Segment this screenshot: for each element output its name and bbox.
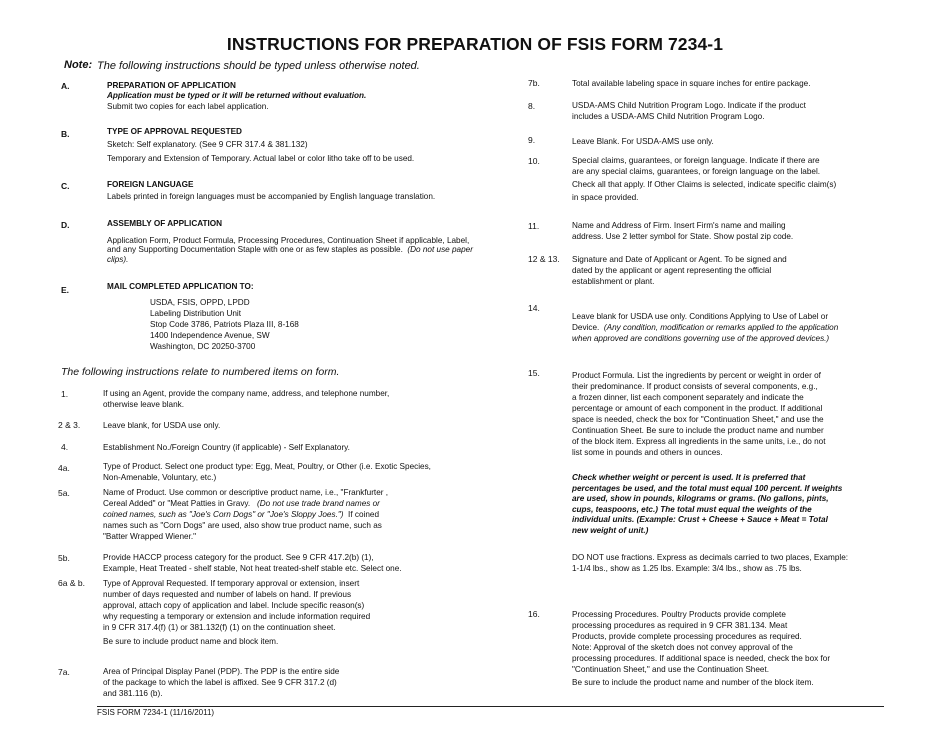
address-line: Stop Code 3786, Patriots Plaza III, 8-168 [150, 320, 299, 329]
item-4-text: Establishment No./Foreign Country (if applicable) - Self Explanatory. [103, 443, 350, 452]
note-text: The following instructions should be typed unless otherwise noted. [97, 60, 420, 72]
footer-rule [97, 706, 884, 707]
item-2-3-label: 2 & 3. [58, 420, 81, 430]
item-4a-label: 4a. [58, 463, 70, 473]
section-c-heading: FOREIGN LANGUAGE [107, 180, 194, 189]
item-15-weight-note: Check whether weight or percent is used. It is preferred that percentages be used, and the total must equal 100 percent. If weights are used, show in pounds, kilograms or grams. (No gallons, pints, cups, teaspoons, etc.) The total must equal the weights of the individual units. (Example: Crust + Cheese + Sauce + Meat = Total new weight of unit.) [572, 473, 843, 535]
item-14-text: Leave blank for USDA use only. Conditions Applying to Use of Label or Device. (Any condition, modification or remarks applied to the application when approved are conditions governing use of the approved devices.) [572, 312, 839, 343]
section-b-line2: Temporary and Extension of Temporary. Actual label or color litho take off to be used. [107, 154, 415, 163]
item-15-text: Product Formula. List the ingredients by percent or weight in order of their predominance. If product consists of several components, e.g., a frozen dinner, list each component separately and indicate the percentage or amount of each component in the product. If additional space is needed, check the box for "Continuation Sheet," and use the Continuation Sheet. Be sure to include the product name and number of the block item. Express all ingredients in the same units, i.e., do not list some in pounds and others in ounces. [572, 371, 826, 457]
item-1-text: If using an Agent, provide the company name, address, and telephone number, otherwise leave blank. [103, 389, 390, 409]
item-12-13-label: 12 & 13. [528, 254, 560, 264]
page-title: INSTRUCTIONS FOR PREPARATION OF FSIS FORM 7234-1 [226, 34, 724, 54]
item-1-label: 1. [61, 389, 69, 399]
item-15-fractions-note: DO NOT use fractions. Express as decimals carried to two places, Example: 1-1/4 lbs., show as 1.25 lbs. Example: 3/4 lbs., show as .75 lbs. [572, 553, 849, 573]
section-b-line1: Sketch: Self explanatory. (See 9 CFR 317.4 & 381.132) [107, 140, 308, 149]
item-7b-text: Total available labeling space in square inches for entire package. [572, 79, 811, 88]
section-a-label: A. [61, 81, 70, 91]
item-8-label: 8. [528, 101, 536, 111]
item-4-label: 4. [61, 442, 69, 452]
section-d-heading: ASSEMBLY OF APPLICATION [107, 219, 223, 228]
section-c-label: C. [61, 181, 70, 191]
section-d-line3: clips). [107, 255, 129, 264]
address-line: Labeling Distribution Unit [150, 309, 242, 318]
note-label: Note: [64, 59, 93, 71]
item-7b-label: 7b. [528, 78, 540, 88]
item-5b-text: Provide HACCP process category for the product. See 9 CFR 417.2(b) (1), Example, Heat Treated - shelf stable, Not heat treated-shelf stable etc. Select one. [103, 553, 402, 573]
item-8-text: USDA-AMS Child Nutrition Program Logo. Indicate if the product includes a USDA-AMS Child Nutrition Program Logo. [572, 101, 806, 121]
section-d-line2: and any Supporting Documentation Staple with one or as few staples as possible. (Do not use paper [107, 245, 473, 254]
item-6-label: 6a & b. [58, 578, 85, 588]
item-16-text: Processing Procedures. Poultry Products provide complete processing procedures as required in 9 CFR 381.134. Meat Products, provide complete processing procedures as required. Note: Approval of the sketch does not convey approval of the processing procedures. If additional space is needed, check the box for "Continuation Sheet," and use the Continuation Sheet. Be sure to include the product name and number of the block item. [572, 610, 831, 687]
section-d-label: D. [61, 220, 70, 230]
form-footer: FSIS FORM 7234-1 (11/16/2011) [97, 708, 215, 717]
address-line: 1400 Independence Avenue, SW [150, 331, 270, 340]
section-b-label: B. [61, 129, 70, 139]
section-a-heading: PREPARATION OF APPLICATION [107, 81, 236, 90]
section-c-text: Labels printed in foreign languages must be accompanied by English language translation. [107, 192, 436, 201]
section-a-text: Submit two copies for each label application. [107, 102, 269, 111]
item-2-3-text: Leave blank, for USDA use only. [103, 421, 221, 430]
section-a-emphasis: Application must be typed or it will be returned without evaluation. [107, 91, 367, 100]
item-9-label: 9. [528, 135, 536, 145]
item-7a-label: 7a. [58, 667, 70, 677]
item-11-label: 11. [528, 221, 540, 231]
item-9-text: Leave Blank. For USDA-AMS use only. [572, 137, 714, 146]
mailing-address [150, 297, 299, 352]
item-10-label: 10. [528, 156, 540, 166]
section-b-heading: TYPE OF APPROVAL REQUESTED [107, 127, 242, 136]
numbered-items-subheading: The following instructions relate to numbered items on form. [61, 366, 340, 378]
item-7a-text: Area of Principal Display Panel (PDP). The PDP is the entire side of the package to which the label is affixed. See 9 CFR 317.2 (d) and 381.116 (b). [103, 667, 340, 698]
item-11-text: Name and Address of Firm. Insert Firm's name and mailing address. Use 2 letter symbol for State. Show postal zip code. [572, 221, 794, 241]
item-14-label: 14. [528, 303, 540, 313]
item-4a-text: Type of Product. Select one product type: Egg, Meat, Poultry, or Other (i.e. Exotic Species, Non-Amenable, Voluntary, etc.) [103, 462, 431, 482]
section-e-heading: MAIL COMPLETED APPLICATION TO: [107, 282, 254, 291]
item-5b-label: 5b. [58, 553, 70, 563]
item-5a-label: 5a. [58, 488, 70, 498]
item-5a-text: Name of Product. Use common or descriptive product name, i.e., "Frankfurter , Cereal Added" or "Meat Patties in Gravy. (Do not use trade brand names or coined names, such as "Joe's Corn Dogs" or "Joe's Sloppy Joes.") If coined names such as "Corn Dogs" are used, also show true product name, such as "Batter Wrapped Wiener." [103, 488, 389, 541]
item-6-text: Type of Approval Requested. If temporary approval or extension, insert number of days requested and number of labels on hand. If previous approval, attach copy of application and label. Include specific reason(s) why requesting a temporary or extension and include information required in 9 CFR 317.4(f) (1) or 381.132(f) (1) on the continuation sheet. Be sure to include product name and block item. [103, 579, 371, 646]
item-16-label: 16. [528, 609, 540, 619]
section-e-label: E. [61, 285, 70, 295]
section-d-line1: Application Form, Product Formula, Processing Procedures, Continuation Sheet if applicable, Label, [107, 236, 470, 245]
item-12-13-text: Signature and Date of Applicant or Agent. To be signed and dated by the applicant or agent representing the official establishment or plant. [572, 255, 787, 286]
item-10-text: Special claims, guarantees, or foreign language. Indicate if there are are any special claims, guarantees, or foreign language on the label. Check all that apply. If Other Claims is selected, indicate specific claim(s) in space provided. [572, 156, 837, 202]
address-line: USDA, FSIS, OPPD, LPDD [150, 298, 250, 307]
address-line: Washington, DC 20250-3700 [150, 342, 256, 351]
item-15-label: 15. [528, 368, 540, 378]
